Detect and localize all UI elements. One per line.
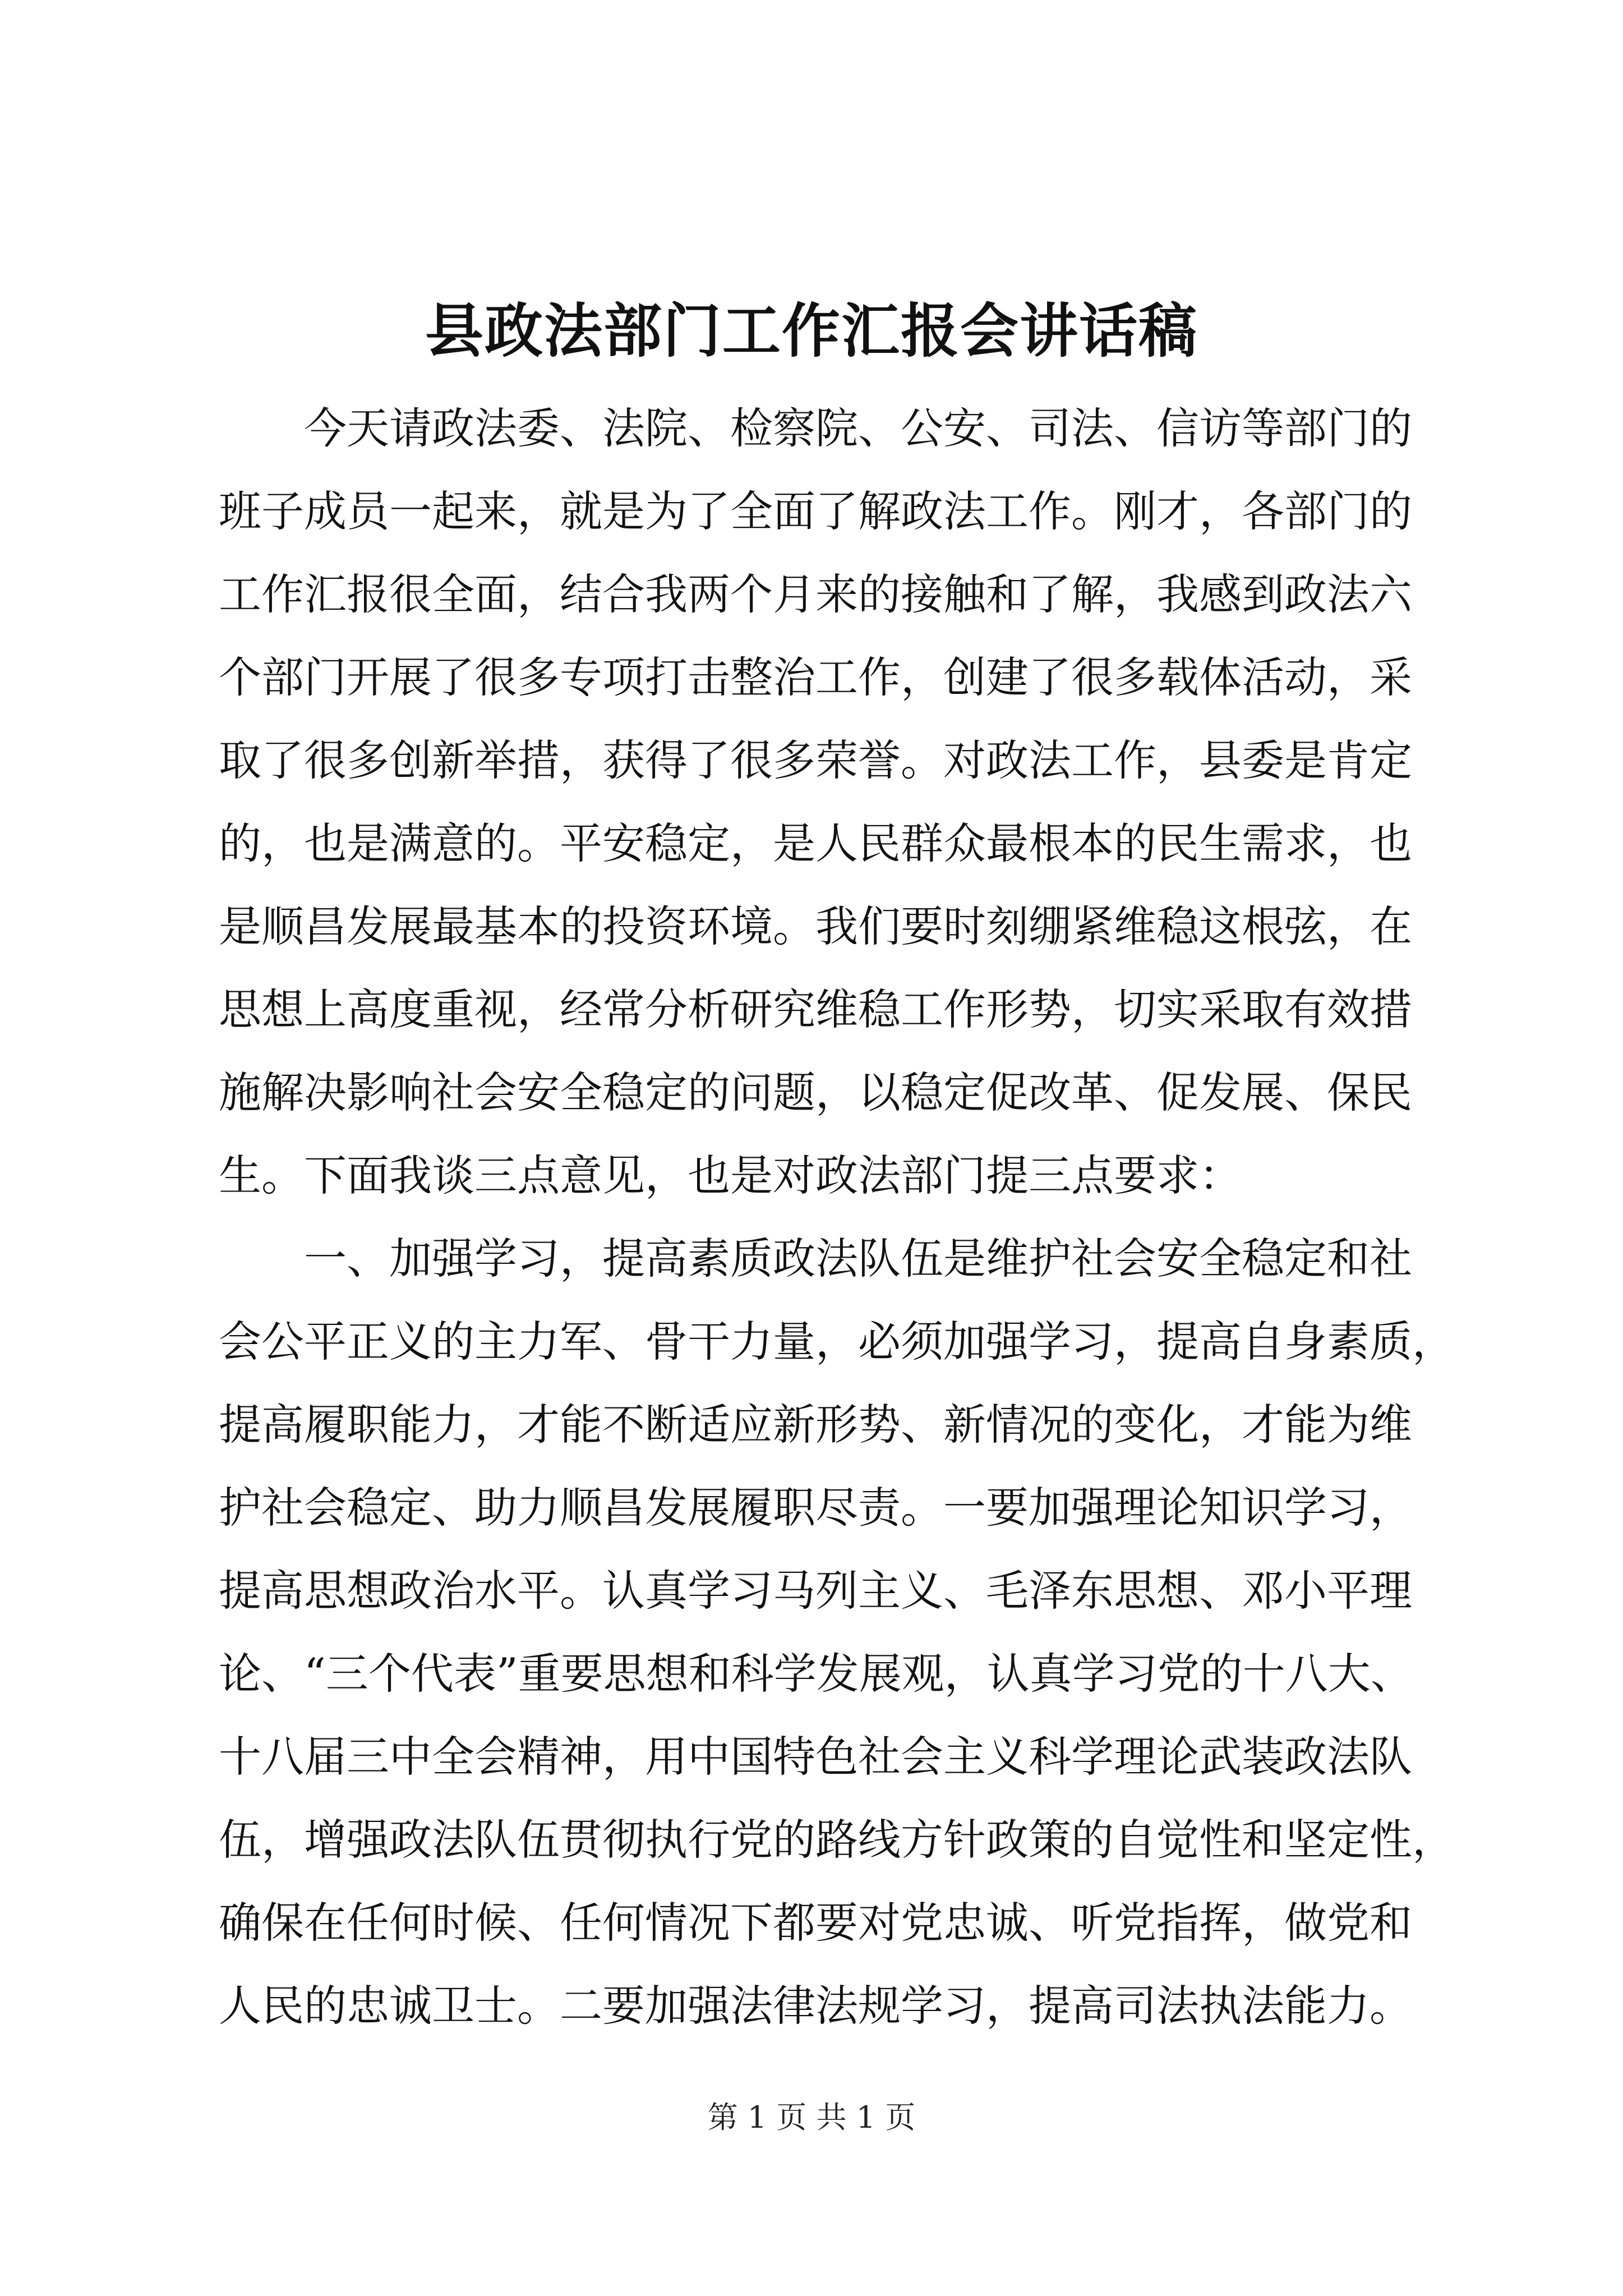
paragraph-line: 论、“三个代表”重要思想和科学发展观，认真学习党的十八大、 [219,1649,1413,1699]
paragraph-line: 提高履职能力，才能不断适应新形势、新情况的变化，才能为维 [219,1400,1412,1450]
paragraph-line: 提高思想政治水平。认真学习马列主义、毛泽东思想、邓小平理 [219,1566,1412,1616]
paragraph-line: 思想上高度重视，经常分析研究维稳工作形势，切实采取有效措 [219,984,1412,1034]
paragraph-line: 的，也是满意的。平安稳定，是人民群众最根本的民生需求，也 [219,818,1412,868]
paragraph-line: 是顺昌发展最基本的投资环境。我们要时刻绷紧维稳这根弦，在 [219,901,1412,951]
paragraph-line: 一、加强学习，提高素质政法队伍是维护社会安全稳定和社 [304,1234,1412,1283]
document-title: 县政法部门工作汇报会讲话稿 [425,296,1198,365]
page-footer: 第 1 页 共 1 页 [707,2100,916,2135]
paragraph-line: 班子成员一起来，就是为了全面了解政法工作。刚才，各部门的 [219,486,1412,536]
paragraph-line: 生。下面我谈三点意见，也是对政法部门提三点要求： [219,1151,1242,1200]
paragraph-line: 确保在任何时候、任何情况下都要对党忠诚、听党指挥，做党和 [219,1898,1412,1948]
paragraph-line: 十八届三中全会精神，用中国特色社会主义科学理论武装政法队 [219,1732,1412,1782]
paragraph-line: 施解决影响社会安全稳定的问题，以稳定促改革、促发展、保民 [219,1068,1412,1117]
document-body [219,387,1455,2047]
paragraph-line: 个部门开展了很多专项打击整治工作，创建了很多载体活动，采 [219,652,1412,702]
paragraph-line: 取了很多创新举措，获得了很多荣誉。对政法工作，县委是肯定 [219,735,1412,785]
paragraph-line: 今天请政法委、法院、检察院、公安、司法、信访等部门的 [304,403,1412,453]
paragraph-line: 人民的忠诚卫士。二要加强法律法规学习，提高司法执法能力。 [219,1981,1412,2031]
paragraph-line: 伍，增强政法队伍贯彻执行党的路线方针政策的自觉性和坚定性， [219,1815,1455,1865]
paragraph-line: 会公平正义的主力军、骨干力量，必须加强学习，提高自身素质， [219,1317,1455,1366]
paragraph-line: 工作汇报很全面，结合我两个月来的接触和了解，我感到政法六 [219,569,1412,619]
paragraph-line: 护社会稳定、助力顺昌发展履职尽责。一要加强理论知识学习， [219,1483,1412,1533]
